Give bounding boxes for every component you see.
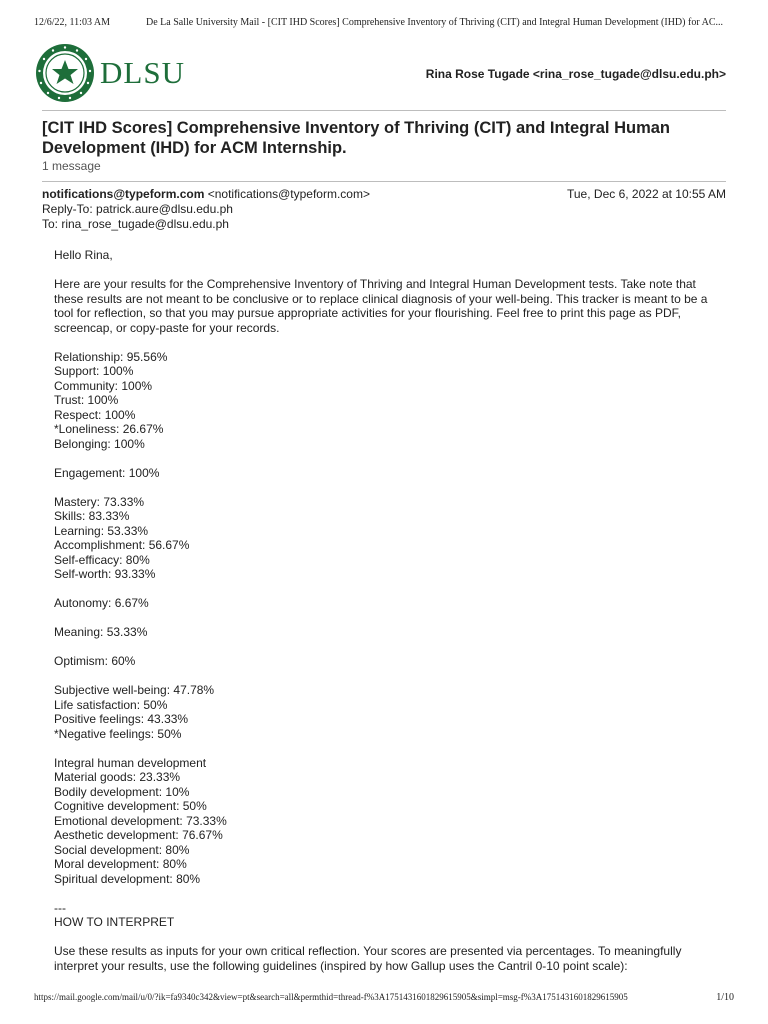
score-line: Subjective well-being: 47.78% (54, 683, 215, 697)
email-subject: [CIT IHD Scores] Comprehensive Inventory of Thriving (CIT) and Integral Human Development (IHD) for ACM Internship. (42, 119, 670, 157)
score-group (54, 654, 724, 669)
score-line: Material goods: 23.33% (54, 770, 181, 784)
score-line: Learning: 53.33% (54, 523, 149, 538)
score-line: Emotional development: 73.33% (54, 813, 227, 828)
message-body (54, 248, 724, 988)
print-title: De La Salle University Mail - [CIT IHD Scores] Comprehensive Inventory of Thriving (CIT) and Integral Human Development (IHD) for AC... (146, 17, 723, 28)
score-line: Meaning: 53.33% (54, 625, 148, 639)
divider (42, 110, 726, 111)
score-group (54, 901, 724, 930)
score-line: Optimism: 60% (54, 654, 136, 668)
score-line: *Loneliness: 26.67% (54, 422, 164, 436)
message-header (42, 187, 726, 232)
score-line: Trust: 100% (54, 393, 119, 407)
score-line: Integral human development (54, 755, 207, 770)
score-line: Skills: 83.33% (54, 509, 130, 523)
score-line: Aesthetic development: 76.67% (54, 828, 223, 842)
message-count: 1 message (42, 159, 101, 173)
score-line: *Negative feelings: 50% (54, 726, 182, 741)
reply-to: Reply-To: patrick.aure@dlsu.edu.ph (42, 202, 233, 216)
score-line: Spiritual development: 80% (54, 871, 201, 886)
score-line: Support: 100% (54, 364, 134, 378)
score-group (54, 625, 724, 640)
interpret-paragraph: Use these results as inputs for your own critical reflection. Your scores are presented via percentages. To meaningfully interpret your results, use the following guidelines (inspired by how Gallup uses the Cantril 0-10 point scale): (54, 944, 682, 973)
score-line: Autonomy: 6.67% (54, 596, 149, 610)
score-line: Cognitive development: 50% (54, 799, 207, 813)
score-line: Mastery: 73.33% (54, 494, 145, 509)
recipient: To: rina_rose_tugade@dlsu.edu.ph (42, 217, 229, 231)
score-group (54, 350, 724, 452)
score-line: Belonging: 100% (54, 436, 145, 451)
print-footer (34, 992, 734, 1002)
score-group (54, 596, 724, 611)
score-line: Accomplishment: 56.67% (54, 538, 190, 552)
sender-address: <notifications@typeform.com> (207, 187, 370, 201)
score-groups (54, 350, 724, 930)
university-seal-icon (34, 42, 96, 104)
score-group (54, 495, 724, 582)
score-line: Relationship: 95.56% (54, 349, 168, 364)
score-line: Self-efficacy: 80% (54, 552, 150, 567)
score-line: Self-worth: 93.33% (54, 567, 156, 581)
page-number: 1/10 (716, 992, 734, 1003)
score-line: Bodily development: 10% (54, 784, 190, 799)
score-line: Moral development: 80% (54, 857, 187, 871)
logo-wordmark: DLSU (100, 55, 185, 90)
score-line: Engagement: 100% (54, 465, 160, 480)
score-line: HOW TO INTERPRET (54, 915, 175, 929)
print-datetime: 12/6/22, 11:03 AM (34, 17, 111, 28)
divider (42, 181, 726, 182)
score-line: Community: 100% (54, 378, 153, 393)
print-header (34, 17, 734, 28)
score-group (54, 683, 724, 741)
account-name-email: Rina Rose Tugade <rina_rose_tugade@dlsu.edu.ph> (425, 67, 726, 81)
score-line: --- (54, 900, 66, 915)
score-line: Positive feelings: 43.33% (54, 712, 189, 726)
score-line: Life satisfaction: 50% (54, 697, 168, 712)
intro-paragraph: Here are your results for the Comprehensive Inventory of Thriving and Integral Human Development tests. Take note that these results are not meant to be conclusive or to replace clinical diagnosis of your well-being. This tracker is meant to be a tool for reflection, so that you may pursue appropriate activities for your flourishing. Feel free to print this page as PDF, screencap, or copy-paste for your records. (54, 277, 708, 335)
message-date: Tue, Dec 6, 2022 at 10:55 AM (567, 187, 726, 201)
sender-name[interactable]: notifications@typeform.com (42, 187, 205, 201)
dlsu-logo[interactable] (34, 42, 185, 104)
score-group (54, 466, 724, 481)
score-line: Respect: 100% (54, 407, 136, 422)
score-group (54, 756, 724, 887)
score-line: Social development: 80% (54, 842, 190, 857)
greeting: Hello Rina, (54, 248, 113, 262)
print-url: https://mail.google.com/mail/u/0/?ik=fa9340c342&view=pt&search=all&permthid=thread-f%3A1751431601829615905&simpl=msg-f%3A1751431601829615905 (34, 992, 628, 1002)
